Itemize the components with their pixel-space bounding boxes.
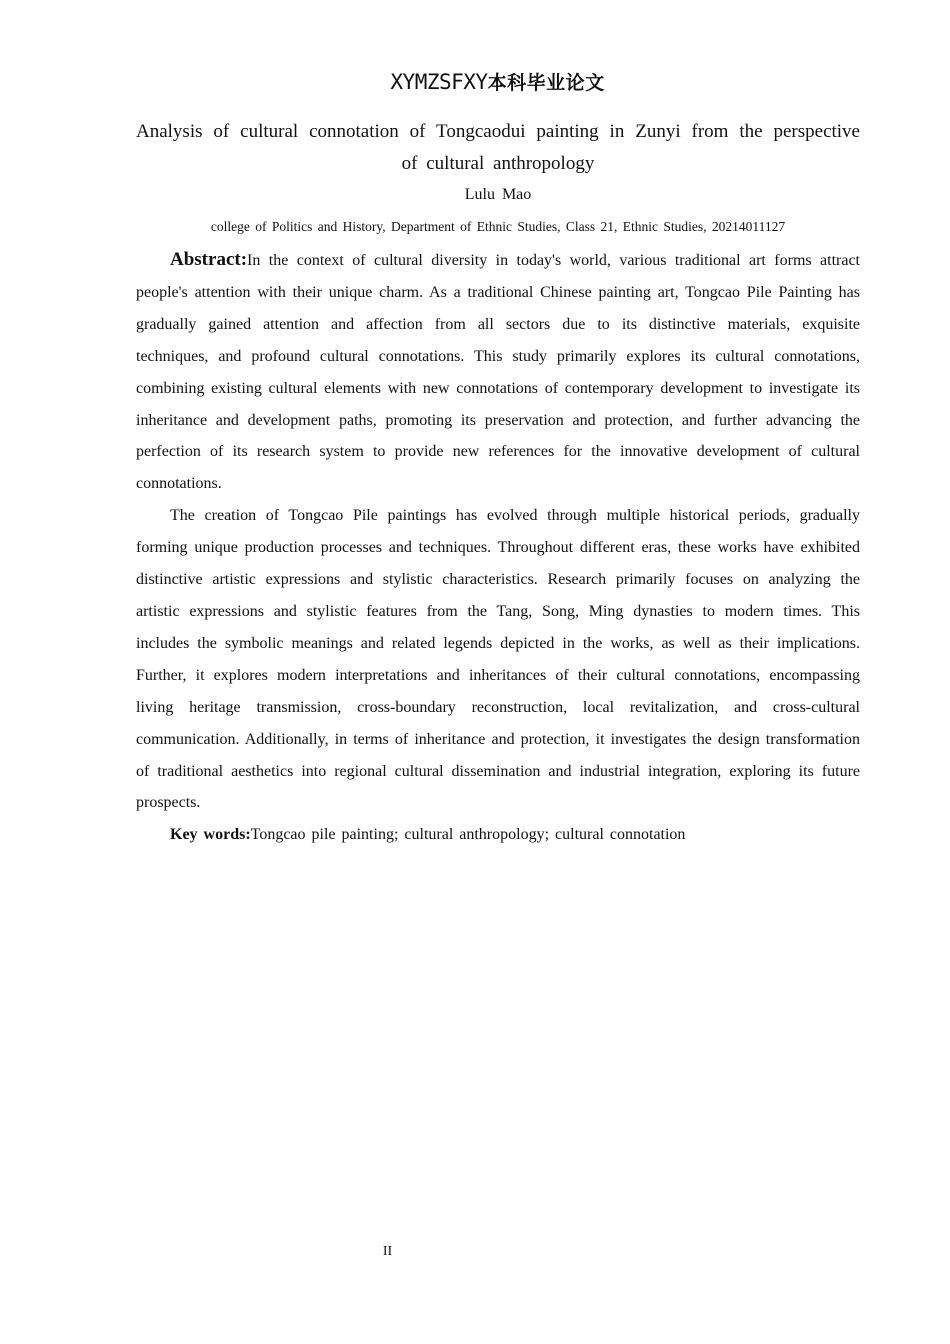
- header-latin-text: XYMZSFXY: [390, 70, 488, 94]
- abstract-paragraph-2: The creation of Tongcao Pile paintings has evolved through multiple historical periods, gradually forming unique production processes and techniques. Throughout different eras, these works have exhibited distinctive artistic expressions and stylistic characteristics. Research primarily focuses on analyzing the artistic expressions and stylistic features from the Tang, Song, Ming dynasties to modern times. This includes the symbolic meanings and related legends depicted in the works, as well as their implications. Further, it explores modern interpretations and inheritances of their cultural connotations, encompassing living heritage transmission, cross-boundary reconstruction, local revitalization, and cross-cultural communication. Additionally, in terms of inheritance and protection, it investigates the design transformation of traditional aesthetics into regional cultural dissemination and industrial integration, exploring its future prospects.: [136, 507, 860, 812]
- author-affiliation: college of Politics and History, Department of Ethnic Studies, Class 21, Ethnic Studies, 20214011127: [210, 219, 786, 234]
- page-number: II: [382, 1244, 393, 1259]
- keywords-text: Tongcao pile painting; cultural anthropology; cultural connotation: [250, 826, 686, 844]
- keywords-line: [136, 819, 860, 851]
- page-header: [0, 68, 950, 95]
- header-chinese-text: 本科毕业论文: [487, 72, 605, 94]
- abstract-section: [136, 244, 860, 851]
- abstract-paragraph-1: [136, 244, 860, 500]
- author-name: Lulu Mao: [464, 186, 532, 203]
- paper-title: Analysis of cultural connotation of Tongcaodui painting in Zunyi from the perspective of cultural anthropology: [136, 121, 860, 174]
- abstract-paragraph-1-text: In the context of cultural diversity in today's world, various traditional art forms attract people's attention with their unique charm. As a traditional Chinese painting art, Tongcao Pile Painting has gradually gained attention and affection from all sectors due to its distinctive materials, exquisite techniques, and profound cultural connotations. This study primarily explores its cultural connotations, combining existing cultural elements with new connotations of contemporary development to investigate its inheritance and development paths, promoting its preservation and protection, and further advancing the perfection of its research system to provide new references for the innovative development of cultural connotations.: [136, 252, 860, 493]
- keywords-label: Key words:: [170, 826, 251, 844]
- abstract-label: Abstract:: [170, 249, 248, 270]
